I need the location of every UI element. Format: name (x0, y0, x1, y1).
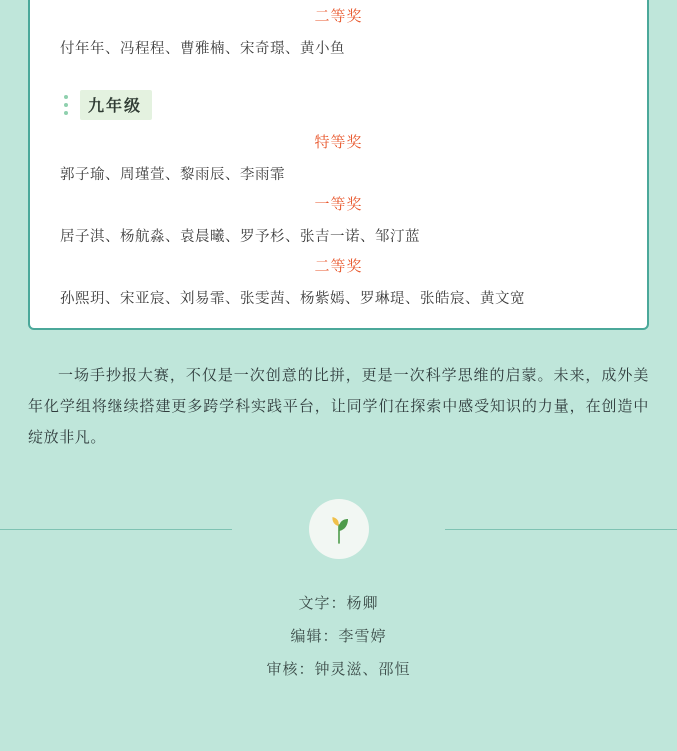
dots-decoration-icon (64, 93, 68, 117)
grade-heading (64, 90, 629, 120)
award-title: 特等奖 (314, 134, 363, 151)
award-title: 一等奖 (314, 196, 363, 213)
award-title: 二等奖 (314, 258, 363, 275)
grade-label: 九年级 (80, 90, 152, 120)
credit-line: 编辑：李雪婷 (290, 628, 387, 645)
leaf-logo-icon (309, 499, 369, 559)
credits-block (0, 587, 677, 686)
award-names: 居子淇、杨航淼、袁晨曦、罗予杉、张吉一诺、邹汀蓝 (60, 229, 420, 245)
award-names: 付年年、冯程程、曹雅楠、宋奇璟、黄小鱼 (60, 41, 345, 57)
credit-line: 文字：杨卿 (298, 595, 379, 612)
divider-line-left (0, 529, 232, 530)
award-names: 郭子瑜、周瑾萱、黎雨辰、李雨霏 (60, 167, 285, 183)
closing-paragraph: 一场手抄报大赛，不仅是一次创意的比拼，更是一次科学思维的启蒙。未来，成外美年化学组将继续搭建更多跨学科实践平台，让同学们在探索中感受知识的力量，在创造中绽放非凡。 (28, 367, 649, 446)
divider-line-right (445, 529, 677, 530)
award-title: 二等奖 (314, 8, 363, 25)
award-names: 孙熙玥、宋亚宸、刘易霏、张雯茜、杨紫嫣、罗琳瑅、张皓宸、黄文宽 (60, 291, 525, 307)
credit-line: 审核：钟灵滋、邵恒 (266, 661, 411, 678)
award-list-card (28, 0, 649, 330)
section-divider (0, 499, 677, 559)
